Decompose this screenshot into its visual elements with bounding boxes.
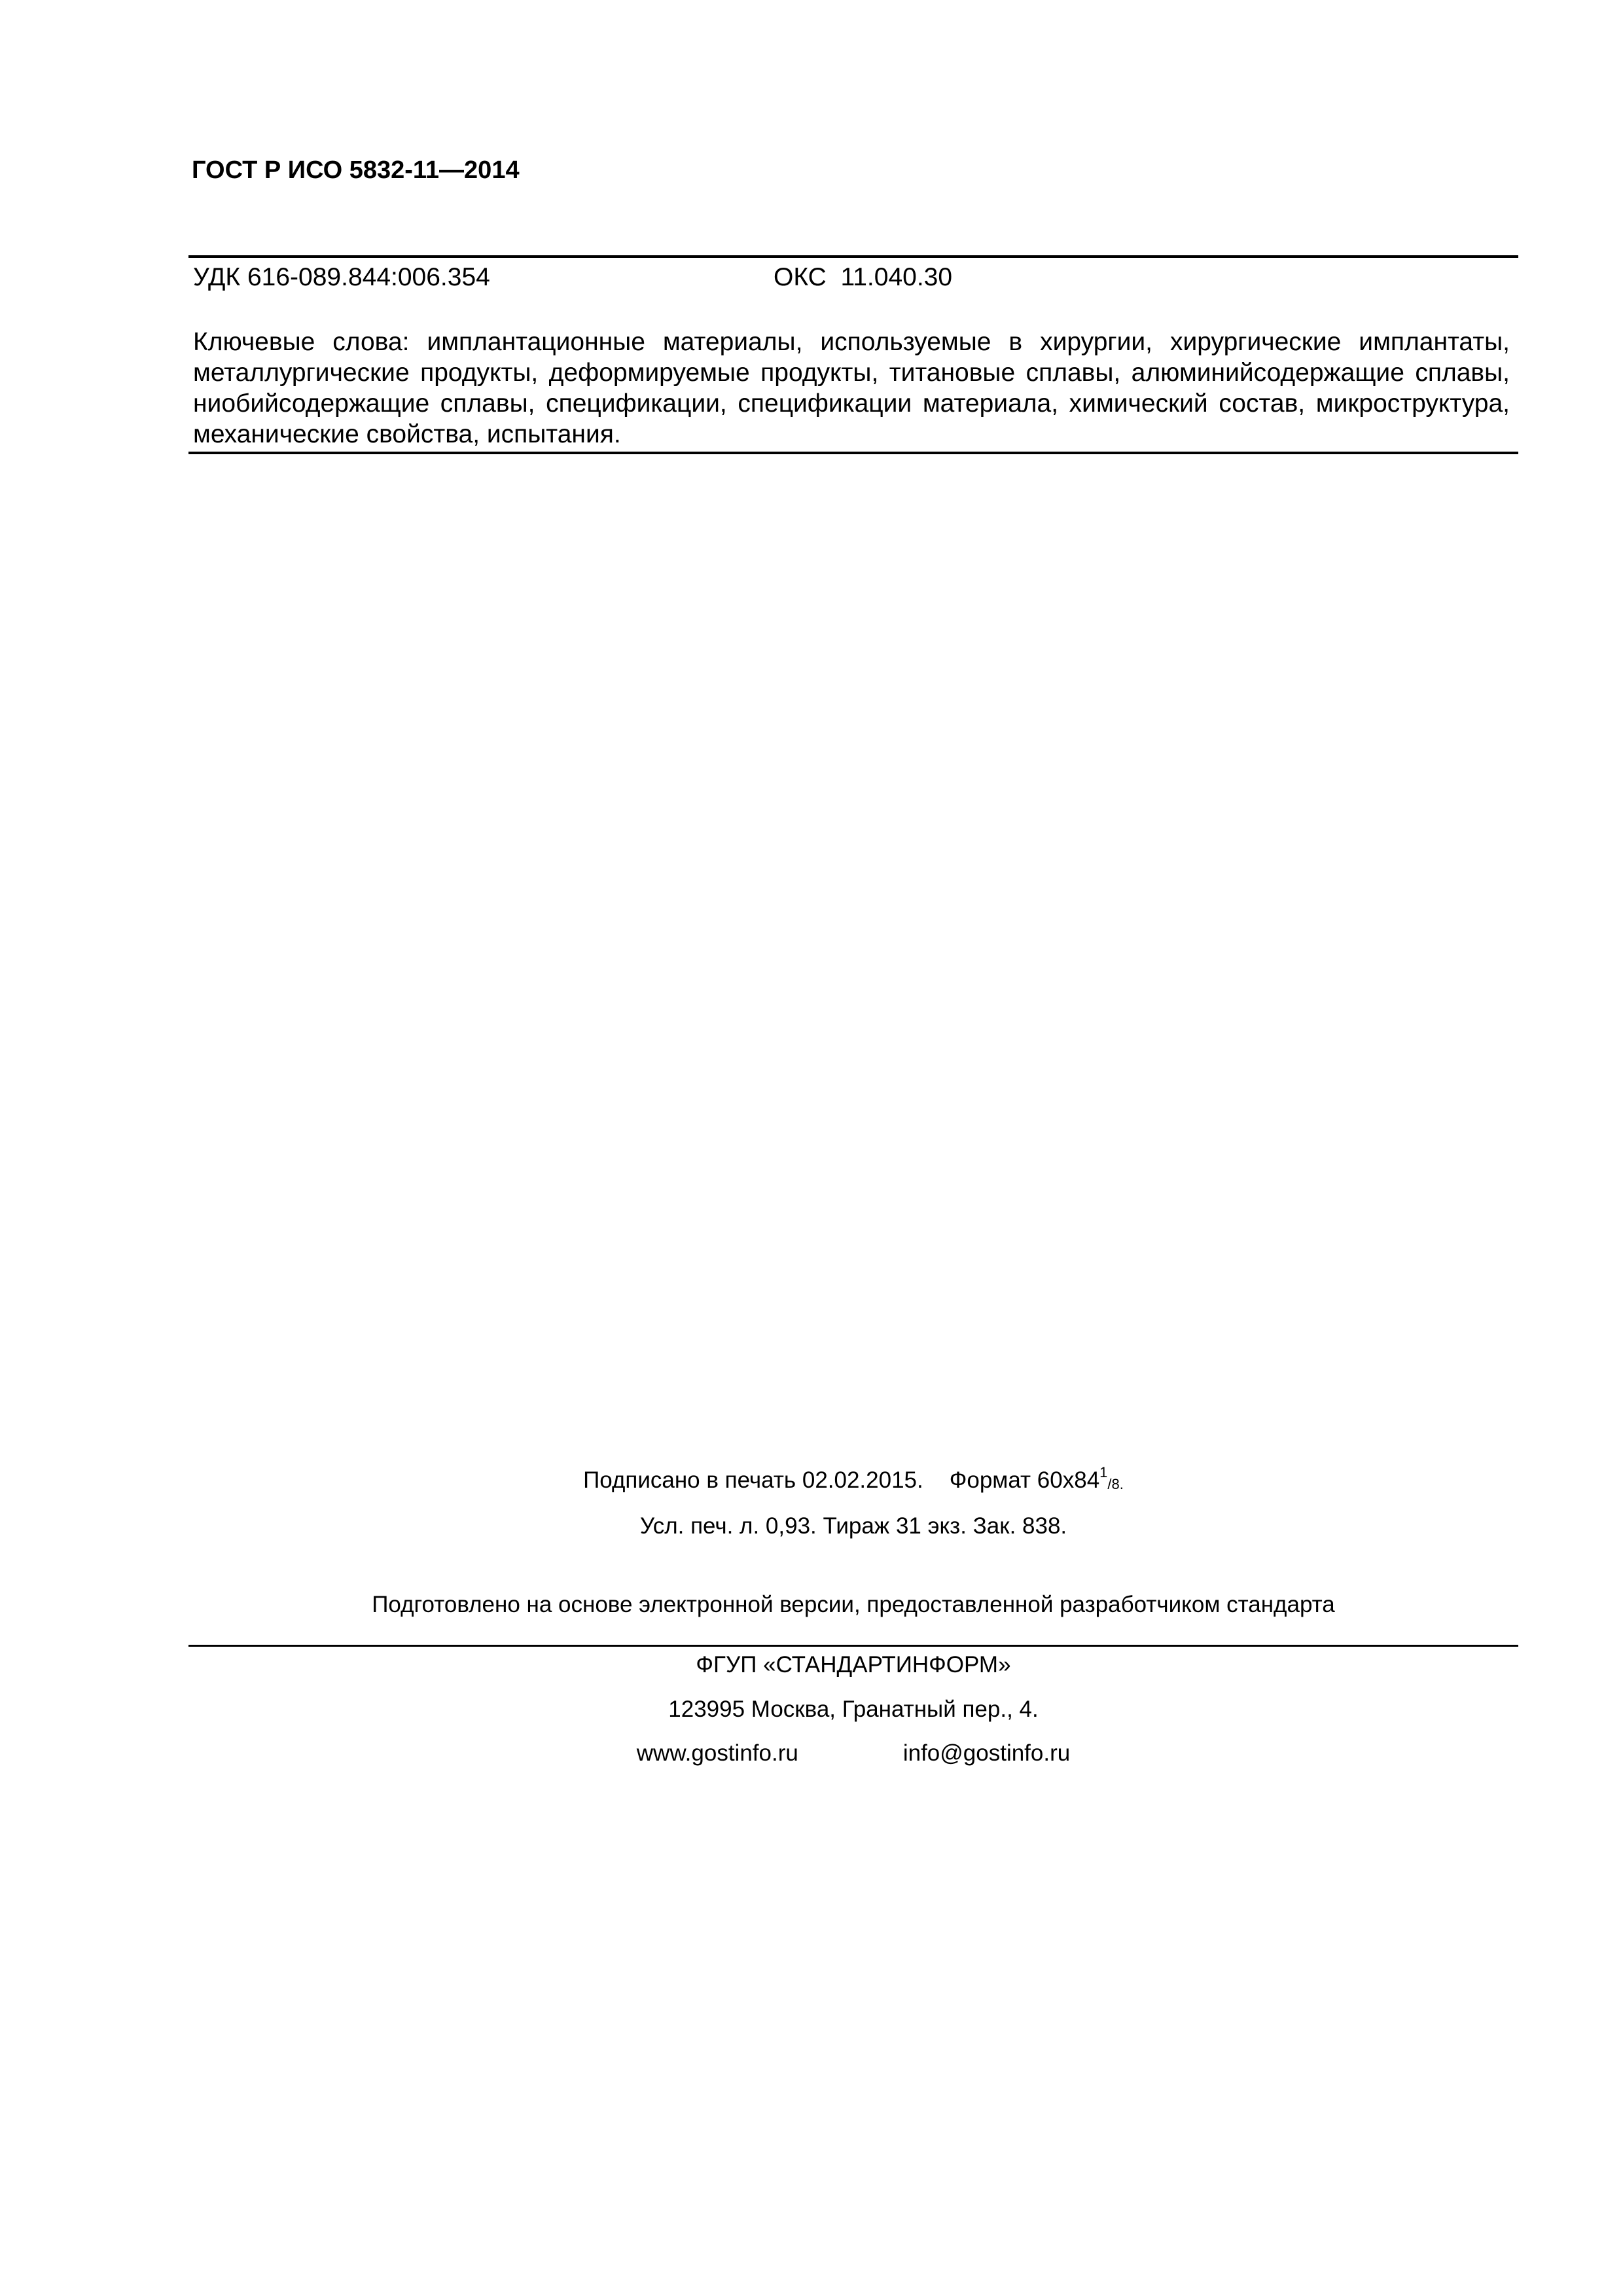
top-divider <box>188 255 1518 258</box>
signed-date: Подписано в печать 02.02.2015. <box>583 1467 923 1493</box>
publisher-address: 123995 Москва, Гранатный пер., 4. <box>668 1696 1039 1722</box>
prepared-note: Подготовлено на основе электронной версии, предоставленной разработчиком стандарта <box>372 1592 1335 1617</box>
email-link[interactable]: info@gostinfo.ru <box>902 1740 1071 1766</box>
publisher-name: ФГУП «СТАНДАРТИНФОРМ» <box>696 1652 1011 1677</box>
format-label: Формат 60х84 <box>949 1467 1100 1493</box>
document-code: ГОСТ Р ИСО 5832-11—2014 <box>192 156 520 184</box>
circulation-line: Усл. печ. л. 0,93. Тираж 31 экз. Зак. 838. <box>639 1513 1067 1539</box>
keywords-paragraph: Ключевые слова: имплантационные материалы, используемые в хирургии, хирургические имплантаты, металлургические продукты, деформируемые продукты, титановые сплавы, алюминийсодержащие сплавы, ниобийсодержащие сплавы, спецификации, спецификации материала, химический состав, микроструктура, механические свойства, испытания. <box>193 328 1510 448</box>
keywords-divider <box>188 452 1518 454</box>
publisher-divider <box>188 1645 1518 1647</box>
format-subscript: /8. <box>1107 1476 1124 1492</box>
format-superscript: 1 <box>1099 1464 1108 1480</box>
publisher-contacts <box>188 1738 1518 1769</box>
print-format <box>949 1464 1124 1493</box>
oks-code: ОКС 11.040.30 <box>774 263 953 291</box>
udk-code: УДК 616-089.844:006.354 <box>193 263 490 291</box>
print-signature-line <box>188 1465 1518 1496</box>
website-link[interactable]: www.gostinfo.ru <box>636 1740 798 1766</box>
